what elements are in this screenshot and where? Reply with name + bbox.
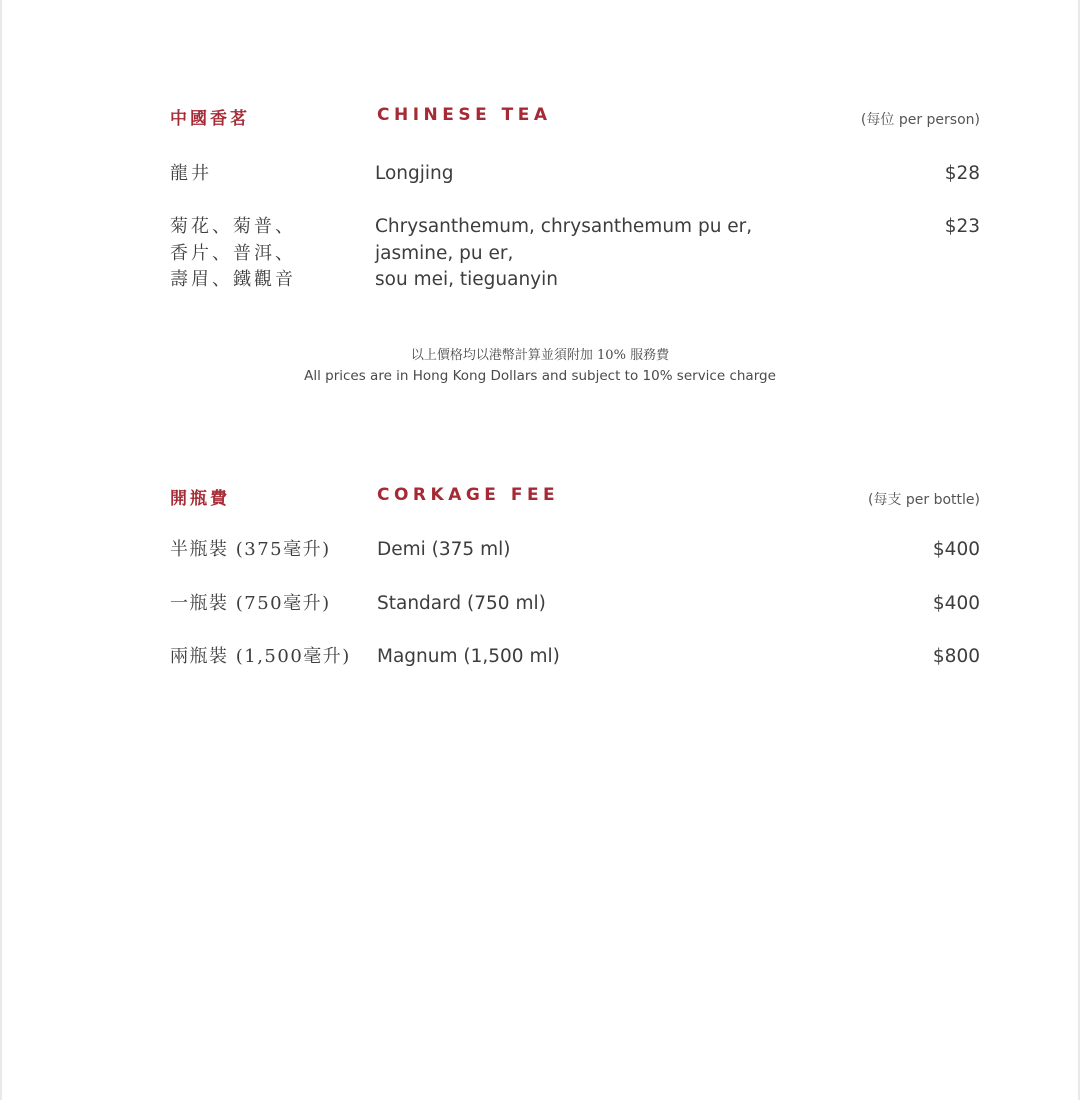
chinese-tea-title-zh: 中國香茗	[170, 109, 250, 129]
corkage-unit: (每支 per bottle)	[867, 492, 980, 508]
price-note-zh: 以上價格均以港幣計算並須附加 10% 服務費	[410, 348, 670, 363]
item-price: $23	[944, 216, 980, 237]
chinese-tea-unit: (每位 per person)	[860, 112, 980, 128]
price-note	[2, 346, 1078, 386]
item-name-en: Standard (750 ml)	[377, 593, 546, 614]
item-price: $400	[932, 539, 980, 560]
item-price: $400	[932, 593, 980, 614]
item-name-zh: 菊花、菊普、 香片、普洱、 壽眉、鐵觀音	[170, 216, 296, 290]
item-name-en: Demi (375 ml)	[377, 539, 511, 560]
item-name-zh: 半瓶裝 (375毫升)	[170, 539, 331, 560]
corkage-title-zh: 開瓶費	[170, 489, 230, 509]
chinese-tea-title-en: CHINESE TEA	[377, 105, 552, 125]
item-name-en: Longjing	[375, 163, 454, 184]
corkage-title-en: CORKAGE FEE	[377, 485, 560, 505]
item-name-zh: 一瓶裝 (750毫升)	[170, 593, 331, 614]
chinese-tea-header	[2, 104, 1078, 134]
item-name-zh: 兩瓶裝 (1,500毫升)	[170, 646, 351, 667]
chinese-tea-section	[2, 104, 1078, 290]
menu-page	[2, 0, 1078, 1100]
price-note-en: All prices are in Hong Kong Dollars and subject to 10% service charge	[304, 368, 776, 384]
item-name-en: Chrysanthemum, chrysanthemum pu er, jasmine, pu er, sou mei, tieguanyin	[375, 216, 753, 290]
item-price: $28	[944, 163, 980, 184]
item-name-en: Magnum (1,500 ml)	[377, 646, 560, 667]
item-price: $800	[932, 646, 980, 667]
item-name-zh: 龍井	[170, 163, 212, 184]
corkage-fee-section	[2, 484, 1078, 667]
corkage-fee-header	[2, 484, 1078, 514]
